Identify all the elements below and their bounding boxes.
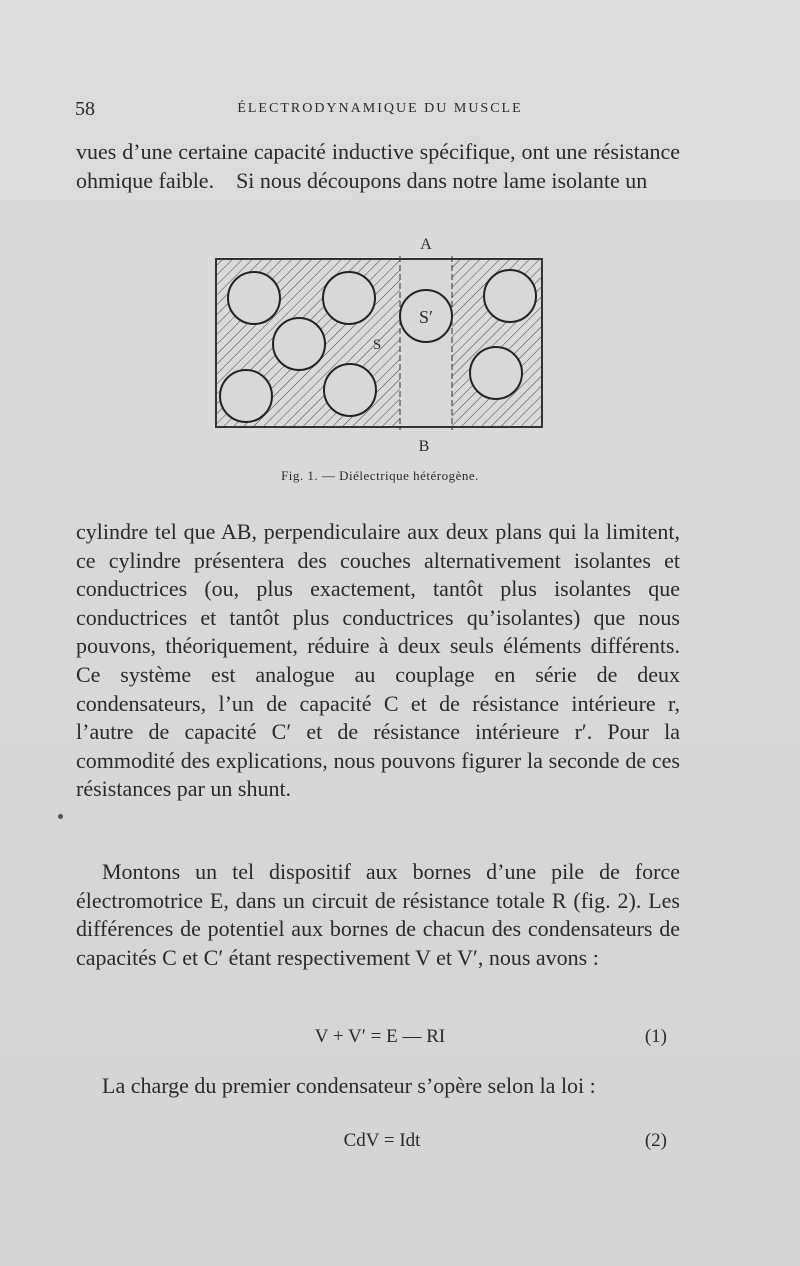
label-b: B [418, 438, 430, 455]
inclusion-circle [273, 318, 325, 370]
paragraph-cylinder: cylindre tel que AB, perpendiculaire aux deux plans qui la limitent, ce cylindre présentera des couches alternativement isolantes et conductrices (ou, plus exactement, tantôt plus isolantes que conductrices et tantôt plus conductrices qu’isolantes) que nous pouvons, théoriquement, réduire à deux seuls éléments différents. Ce système est analogue au couplage en série de deux condensateurs, l’un de capacité C et de résistance intérieure r, l’autre de capacité C′ et de résistance intérieure r′. Pour la commodité des explications, nous pouvons figurer la seconde de ces résistances par un shunt. [76, 519, 680, 802]
equation-2 [75, 1130, 685, 1160]
inclusion-circle [470, 347, 522, 399]
figure-caption: Fig. 1. — Diélectrique hétérogène. [281, 468, 479, 483]
equation-1-expression: V + V′ = E — RI [314, 1026, 446, 1047]
inclusion-circle [484, 270, 536, 322]
inclusion-circle [324, 364, 376, 416]
equation-1-number: (1) [644, 1026, 667, 1047]
page-header [75, 98, 685, 122]
paragraph-charge: La charge du premier condensateur s’opère selon la loi : [102, 1073, 596, 1098]
inclusion-circle [220, 370, 272, 422]
margin-mark [58, 814, 63, 819]
equation-1 [75, 1026, 685, 1056]
figure-dielectric-diagram [210, 232, 550, 462]
paragraph-intro: vues d’une certaine capacité inductive spécifique, ont une résistance ohmique faible. Si nous découpons dans notre lame isolante un [76, 139, 680, 193]
label-a: A [420, 236, 432, 253]
label-s: S [372, 337, 382, 353]
inclusion-circle [228, 272, 280, 324]
equation-2-number: (2) [644, 1130, 667, 1151]
equation-2-expression: CdV = Idt [343, 1130, 421, 1151]
label-s-prime: S′ [419, 307, 433, 327]
paragraph-circuit: Montons un tel dispositif aux bornes d’une pile de force électromotrice E, dans un circuit de résistance totale R (fig. 2). Les différences de potentiel aux bornes de chacun des condensateurs de capacités C et C′ étant respectivement V et V′, nous avons : [76, 859, 680, 970]
running-title: ÉLECTRODYNAMIQUE DU MUSCLE [237, 101, 523, 116]
page-number: 58 [75, 98, 95, 120]
inclusion-circle [323, 272, 375, 324]
